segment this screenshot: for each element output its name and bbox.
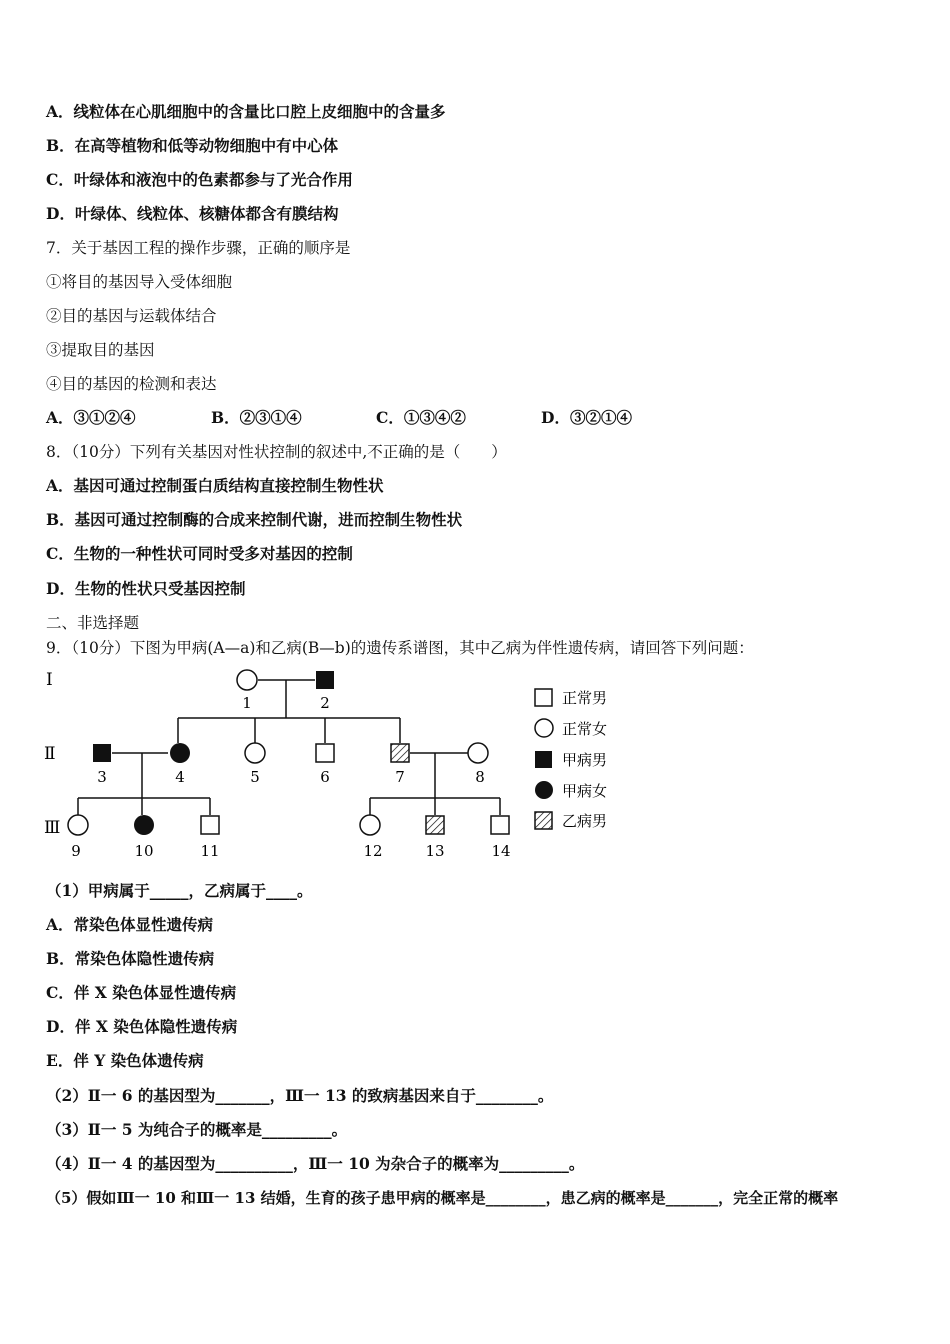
q9-option-b: B．常染色体隐性遗传病 [46, 949, 215, 968]
q6-option-c: C．叶绿体和液泡中的色素都参与了光合作用 [46, 170, 353, 189]
q9-option-d: D．伴 X 染色体隐性遗传病 [46, 1017, 238, 1036]
person-4 [170, 743, 190, 763]
person-2 [316, 671, 334, 689]
number-3: 3 [97, 768, 107, 786]
generation-label-3: Ⅲ [44, 818, 61, 838]
person-11 [201, 816, 219, 834]
q7-choice-b: B．②③①④ [211, 408, 302, 427]
number-5: 5 [250, 768, 260, 786]
person-6 [316, 744, 334, 762]
q8-option-d: D．生物的性状只受基因控制 [46, 579, 246, 598]
number-2: 2 [320, 694, 330, 712]
person-8 [468, 743, 488, 763]
q9-sub2: （2）Ⅱ一 6 的基因型为_______，Ⅲ一 13 的致病基因来自于________。 [46, 1086, 554, 1105]
legend-label-a-female: 甲病女 [562, 782, 608, 800]
q7-step-4: ④目的基因的检测和表达 [46, 375, 217, 393]
generation-label-2: Ⅱ [44, 744, 56, 764]
number-10: 10 [134, 842, 154, 860]
generation-label-1: Ⅰ [46, 670, 53, 690]
q6-option-d: D．叶绿体、线粒体、核糖体都含有膜结构 [46, 204, 339, 223]
person-7 [391, 744, 409, 762]
person-5 [245, 743, 265, 763]
q7-choices [46, 408, 706, 428]
q7-choice-d: D．③②①④ [541, 408, 632, 427]
q7-stem: 7．关于基因工程的操作步骤，正确的顺序是 [46, 239, 351, 257]
q7-choice-a: A．③①②④ [46, 408, 136, 427]
person-13 [426, 816, 444, 834]
legend-a-male-icon [535, 751, 552, 768]
q8-stem: 8．（10分）下列有关基因对性状控制的叙述中,不正确的是（ ） [46, 443, 507, 461]
q6-option-b: B．在高等植物和低等动物细胞中有中心体 [46, 136, 339, 155]
legend-b-male-icon [535, 812, 552, 829]
q7-step-1: ①将目的基因导入受体细胞 [46, 273, 233, 291]
person-14 [491, 816, 509, 834]
number-14: 14 [491, 842, 511, 860]
q9-option-c: C．伴 X 染色体显性遗传病 [46, 983, 237, 1002]
q7-choice-c: C．①③④② [376, 408, 466, 427]
section-heading: 二、非选择题 [46, 614, 140, 632]
q8-option-b: B．基因可通过控制酶的合成来控制代谢，进而控制生物性状 [46, 510, 463, 529]
person-1 [237, 670, 257, 690]
person-10 [134, 815, 154, 835]
legend-label-normal-male: 正常男 [562, 689, 608, 707]
pedigree-chart [40, 665, 640, 865]
legend-a-female-icon [535, 781, 553, 799]
person-3 [93, 744, 111, 762]
number-4: 4 [175, 768, 185, 786]
q8-option-a: A．基因可通过控制蛋白质结构直接控制生物性状 [46, 476, 384, 495]
number-1: 1 [242, 694, 252, 712]
legend-label-a-male: 甲病男 [562, 751, 608, 769]
legend-label-normal-female: 正常女 [562, 720, 608, 738]
q9-sub1: （1）甲病属于_____，乙病属于____。 [46, 881, 313, 900]
q9-sub5: （5）假如Ⅲ一 10 和Ⅲ一 13 结婚，生育的孩子患甲病的概率是________，患乙病的概率是_______，完全正常的概率 [46, 1189, 839, 1207]
q9-sub4: （4）Ⅱ一 4 的基因型为__________，Ⅲ一 10 为杂合子的概率为_________。 [46, 1154, 585, 1173]
q7-step-3: ③提取目的基因 [46, 341, 155, 359]
person-12 [360, 815, 380, 835]
q8-option-c: C．生物的一种性状可同时受多对基因的控制 [46, 544, 353, 563]
legend-label-b-male: 乙病男 [562, 812, 608, 830]
q9-sub3: （3）Ⅱ一 5 为纯合子的概率是_________。 [46, 1120, 348, 1139]
number-6: 6 [320, 768, 330, 786]
q9-stem: 9．（10分）下图为甲病(A—a)和乙病(B—b)的遗传系谱图，其中乙病为伴性遗传病，请回答下列问题： [46, 639, 754, 657]
q9-option-e: E．伴 Y 染色体遗传病 [46, 1051, 204, 1070]
q7-step-2: ②目的基因与运载体结合 [46, 307, 217, 325]
q9-option-a: A．常染色体显性遗传病 [46, 915, 214, 934]
person-9 [68, 815, 88, 835]
number-7: 7 [395, 768, 405, 786]
number-9: 9 [71, 842, 81, 860]
number-11: 11 [200, 842, 220, 860]
number-13: 13 [425, 842, 445, 860]
legend-normal-female-icon [535, 719, 553, 737]
number-12: 12 [363, 842, 383, 860]
q6-option-a: A．线粒体在心肌细胞中的含量比口腔上皮细胞中的含量多 [46, 102, 446, 121]
legend-normal-male-icon [535, 689, 552, 706]
number-8: 8 [475, 768, 485, 786]
